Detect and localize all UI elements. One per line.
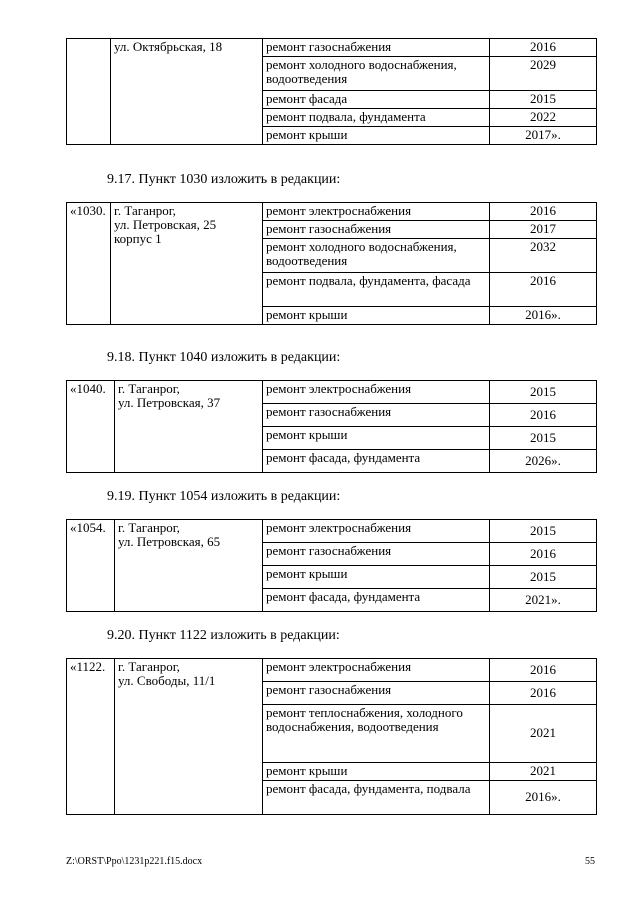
table-row (67, 520, 597, 543)
year-cell: 2015 (490, 566, 597, 589)
work-cell: ремонт газоснабжения (263, 543, 490, 566)
year-cell: 2017». (490, 127, 597, 145)
item-number-cell: «1054. (67, 520, 115, 612)
section-heading: 9.20. Пункт 1122 изложить в редакции: (107, 628, 340, 643)
year-cell: 2016 (490, 682, 597, 705)
work-cell: ремонт холодного водоснабжения, водоотведения (263, 239, 490, 273)
item-number-cell: «1040. (67, 381, 115, 473)
work-cell: ремонт фасада, фундамента, подвала (263, 781, 490, 815)
address-line: ул. Октябрьская, 18 (114, 39, 223, 54)
item-number-cell (67, 39, 111, 145)
year-cell: 2016 (490, 203, 597, 221)
work-cell: ремонт газоснабжения (263, 221, 490, 239)
work-cell: ремонт газоснабжения (263, 404, 490, 427)
work-cell: ремонт фасада (263, 91, 490, 109)
repair-table-1030 (66, 202, 597, 325)
work-cell: ремонт теплоснабжения, холодного водоснабжения, водоотведения (263, 705, 490, 763)
repair-table-1122 (66, 658, 597, 815)
section-heading: 9.19. Пункт 1054 изложить в редакции: (107, 489, 341, 504)
work-cell: ремонт подвала, фундамента, фасада (263, 273, 490, 307)
address-line: г. Таганрог, (114, 203, 176, 218)
work-cell: ремонт крыши (263, 427, 490, 450)
work-cell: ремонт электроснабжения (263, 659, 490, 682)
work-cell: ремонт газоснабжения (263, 39, 490, 57)
address-cell (111, 39, 263, 145)
work-cell: ремонт крыши (263, 307, 490, 325)
table-row (67, 381, 597, 404)
address-line: ул. Петровская, 37 (118, 395, 221, 410)
address-cell (111, 203, 263, 325)
footer-file-path: Z:\ORST\Ppo\1231p221.f15.docx (66, 856, 203, 867)
work-cell: ремонт крыши (263, 127, 490, 145)
section-heading: 9.18. Пункт 1040 изложить в редакции: (107, 350, 341, 365)
address-line: корпус 1 (114, 231, 162, 246)
work-cell: ремонт фасада, фундамента (263, 589, 490, 612)
table-row (67, 39, 597, 57)
year-cell: 2015 (490, 427, 597, 450)
item-number-cell: «1030. (67, 203, 111, 325)
address-line: ул. Свободы, 11/1 (118, 673, 216, 688)
work-cell: ремонт крыши (263, 566, 490, 589)
year-cell: 2032 (490, 239, 597, 273)
address-line: ул. Петровская, 65 (118, 534, 221, 549)
address-line: г. Таганрог, (118, 381, 180, 396)
table-row (67, 203, 597, 221)
address-cell (115, 381, 263, 473)
address-line: г. Таганрог, (118, 659, 180, 674)
work-cell: ремонт фасада, фундамента (263, 450, 490, 473)
year-cell: 2016». (490, 781, 597, 815)
work-cell: ремонт холодного водоснабжения, водоотведения (263, 57, 490, 91)
year-cell: 2016 (490, 659, 597, 682)
section-heading: 9.17. Пункт 1030 изложить в редакции: (107, 172, 341, 187)
work-cell: ремонт газоснабжения (263, 682, 490, 705)
repair-table-1054 (66, 519, 597, 612)
work-cell: ремонт подвала, фундамента (263, 109, 490, 127)
year-cell: 2022 (490, 109, 597, 127)
year-cell: 2016 (490, 273, 597, 307)
repair-table-continuation (66, 38, 597, 145)
address-line: ул. Петровская, 25 (114, 217, 217, 232)
year-cell: 2016». (490, 307, 597, 325)
address-cell (115, 520, 263, 612)
year-cell: 2016 (490, 404, 597, 427)
year-cell: 2021». (490, 589, 597, 612)
year-cell: 2021 (490, 763, 597, 781)
address-cell (115, 659, 263, 815)
work-cell: ремонт электроснабжения (263, 520, 490, 543)
table-row (67, 659, 597, 682)
year-cell: 2029 (490, 57, 597, 91)
year-cell: 2021 (490, 705, 597, 763)
item-number-cell: «1122. (67, 659, 115, 815)
repair-table-1040 (66, 380, 597, 473)
year-cell: 2015 (490, 91, 597, 109)
year-cell: 2015 (490, 520, 597, 543)
year-cell: 2017 (490, 221, 597, 239)
year-cell: 2015 (490, 381, 597, 404)
work-cell: ремонт электроснабжения (263, 381, 490, 404)
work-cell: ремонт крыши (263, 763, 490, 781)
year-cell: 2016 (490, 543, 597, 566)
year-cell: 2026». (490, 450, 597, 473)
year-cell: 2016 (490, 39, 597, 57)
footer-page-number: 55 (585, 856, 595, 867)
address-line: г. Таганрог, (118, 520, 180, 535)
work-cell: ремонт электроснабжения (263, 203, 490, 221)
